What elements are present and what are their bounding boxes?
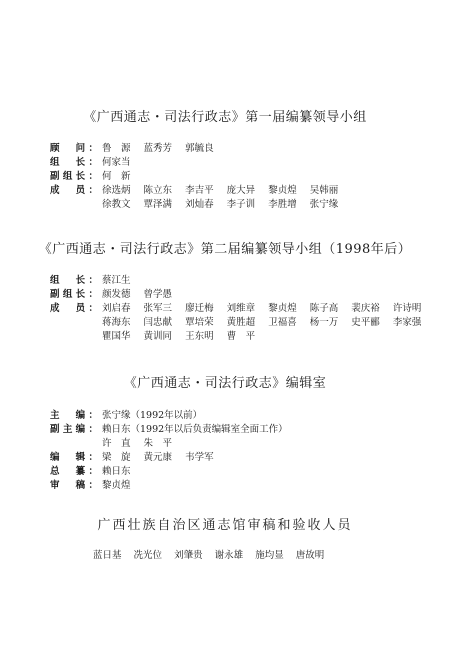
- person-name: 瞿国华: [102, 331, 131, 342]
- person-name: 朱 平: [143, 438, 173, 449]
- person-name: 黄元康: [143, 452, 173, 463]
- role-label: 成 员：: [50, 303, 98, 314]
- person-name: 陈立东: [143, 185, 173, 196]
- names: [102, 272, 141, 286]
- role-label: 主 编：: [50, 410, 98, 421]
- section2-row: [0, 286, 450, 300]
- person-name: 史平郦: [351, 317, 380, 328]
- person-name: 黎贞煌: [268, 185, 297, 196]
- section3-row: [0, 435, 450, 449]
- person-name: 蓝秀芳: [143, 143, 173, 154]
- person-name: 何 新: [102, 171, 131, 182]
- person-name: 裴庆裕: [351, 303, 380, 314]
- person-name: 蓝日基: [93, 550, 122, 561]
- section4-names: [93, 547, 333, 561]
- person-name: 黎贞煌: [268, 303, 297, 314]
- person-name: 刘肇贵: [174, 550, 203, 561]
- section1-row: [0, 154, 450, 168]
- person-name: 曾学愚: [143, 289, 173, 300]
- person-name: 曹 平: [226, 331, 256, 342]
- person-name: 赖日东: [102, 466, 131, 477]
- person-name: 庞大异: [226, 185, 256, 196]
- person-name: 刘启春: [102, 303, 131, 314]
- names: [102, 449, 224, 463]
- person-name: 鲁 源: [102, 143, 131, 154]
- person-name: 郭毓良: [185, 143, 214, 154]
- names: [102, 407, 212, 421]
- person-name: 颜发德: [102, 289, 131, 300]
- role-label: 副主编：: [50, 424, 98, 435]
- person-name: 黎贞煌: [102, 480, 131, 491]
- person-name: 张军三: [143, 303, 173, 314]
- section3-row: [0, 449, 450, 463]
- role-label: 审 稿：: [50, 480, 98, 491]
- person-name: 刘灿春: [185, 199, 214, 210]
- person-name: 黄胜超: [226, 317, 256, 328]
- person-name: 赖日东（1992年以后负责编辑室全面工作）: [102, 424, 288, 435]
- names: [102, 286, 182, 300]
- section4-title: 广西壮族自治区通志馆审稿和验收人员: [97, 518, 353, 533]
- names: [102, 140, 224, 154]
- names: [102, 463, 141, 477]
- role-label: 组 长：: [50, 157, 98, 168]
- section1-row: [0, 196, 450, 210]
- person-name: 覃泽满: [143, 199, 173, 210]
- person-name: 蒋海东: [102, 317, 131, 328]
- person-name: 廖迁梅: [185, 303, 214, 314]
- section3-row: [0, 421, 450, 435]
- section2-row: [0, 314, 450, 328]
- role-label: 组 长：: [50, 275, 98, 286]
- person-name: 张宁缘（1992年以前）: [102, 410, 203, 421]
- section1-row: [0, 182, 450, 196]
- section1-title: 《广西通志・司法行政志》第一届编纂领导小组: [83, 110, 367, 125]
- person-name: 杨一万: [309, 317, 339, 328]
- person-name: 徐选炳: [102, 185, 131, 196]
- names: [102, 168, 141, 182]
- person-name: 何家当: [102, 157, 131, 168]
- names: [102, 300, 431, 314]
- names: [102, 182, 348, 196]
- person-name: 李吉平: [185, 185, 214, 196]
- names: [102, 314, 431, 328]
- role-label: 副组长：: [50, 289, 98, 300]
- role-label: 总 纂：: [50, 466, 98, 477]
- person-name: 徐教文: [102, 199, 131, 210]
- section2-row: [0, 272, 450, 286]
- person-name: 王东明: [185, 331, 214, 342]
- person-name: 李子训: [226, 199, 256, 210]
- section3-row: [0, 407, 450, 421]
- person-name: 黄训同: [143, 331, 173, 342]
- person-name: 唐故明: [295, 550, 325, 561]
- role-label: 成 员：: [50, 185, 98, 196]
- section1-row: [0, 140, 450, 154]
- person-name: 张宁缘: [309, 199, 339, 210]
- role-label: 编 辑：: [50, 452, 98, 463]
- person-name: 施均显: [255, 550, 284, 561]
- person-name: 谢永雄: [214, 550, 244, 561]
- names: [102, 421, 298, 435]
- section1-row: [0, 168, 450, 182]
- person-name: 李胜增: [268, 199, 297, 210]
- section2-row: [0, 300, 450, 314]
- section3-row: [0, 463, 450, 477]
- person-name: 吴韩丽: [309, 185, 339, 196]
- person-name: 覃培荣: [185, 317, 214, 328]
- person-name: 李家强: [392, 317, 422, 328]
- person-name: 韦学军: [185, 452, 214, 463]
- role-label: 顾 问：: [50, 143, 98, 154]
- names: [102, 435, 182, 449]
- person-name: 蔡江生: [102, 275, 131, 286]
- section2-title: 《广西通志・司法行政志》第二届编纂领导小组（1998年后）: [38, 242, 412, 257]
- names: [102, 477, 141, 491]
- person-name: 闫忠献: [143, 317, 173, 328]
- person-name: 刘维章: [226, 303, 256, 314]
- section3-title: 《广西通志・司法行政志》编辑室: [123, 376, 327, 391]
- role-label: 副组长：: [50, 171, 98, 182]
- names: [102, 328, 265, 342]
- section2-row: [0, 328, 450, 342]
- person-name: 许 直: [102, 438, 131, 449]
- person-name: 冼光位: [133, 550, 163, 561]
- person-name: 卫福喜: [268, 317, 297, 328]
- person-name: 梁 旋: [102, 452, 131, 463]
- person-name: 陈子高: [309, 303, 339, 314]
- names: [102, 196, 348, 210]
- person-name: 许诗明: [392, 303, 422, 314]
- names: [102, 154, 141, 168]
- section3-row: [0, 477, 450, 491]
